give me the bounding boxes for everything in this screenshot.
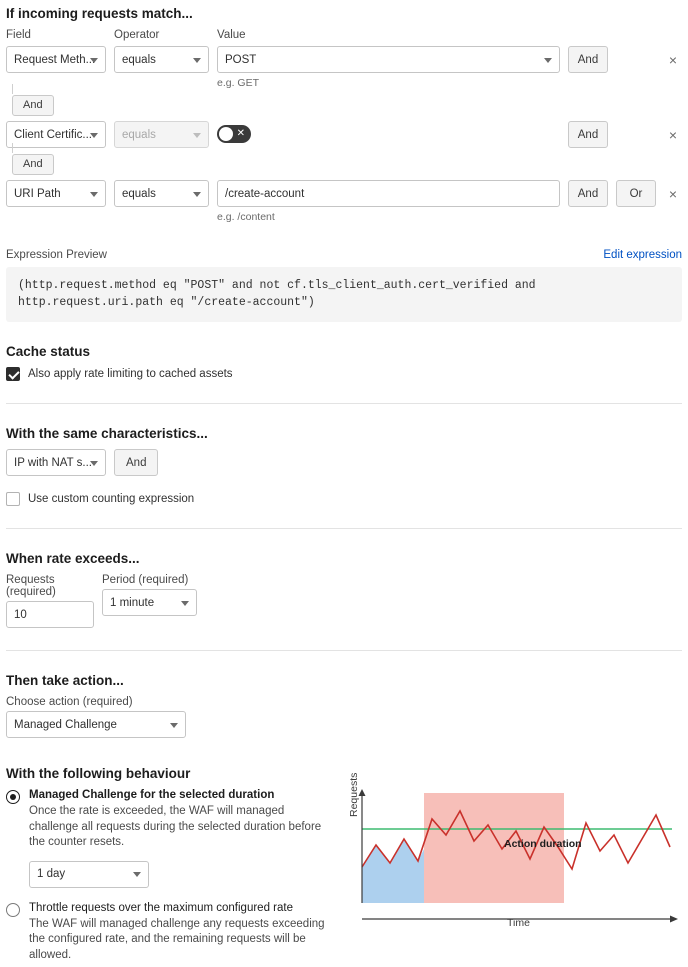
rate-limit-diagram [352, 789, 682, 934]
and-button-3[interactable]: And [568, 180, 608, 207]
divider-2 [6, 528, 682, 529]
x-axis-arrow [670, 916, 678, 923]
chevron-down-icon [90, 58, 98, 63]
characteristics-row [6, 449, 682, 476]
header-field: Field [6, 29, 31, 41]
behaviour-option-2[interactable] [6, 902, 336, 964]
operator-select-2-value: equals [122, 128, 156, 141]
remove-row-2-button[interactable]: × [664, 121, 682, 148]
chevron-down-icon [90, 133, 98, 138]
match-column-headers [6, 29, 682, 44]
action-select[interactable] [6, 711, 186, 738]
header-value: Value [217, 29, 246, 41]
behaviour-chart [348, 772, 682, 967]
behaviour-option-2-radio[interactable] [6, 903, 20, 917]
chevron-down-icon [544, 58, 552, 63]
duration-select[interactable] [29, 861, 149, 888]
behaviour-option-2-title: Throttle requests over the maximum configured rate [29, 901, 293, 914]
requests-area-before [362, 839, 424, 903]
chevron-down-icon [170, 723, 178, 728]
and-button-2[interactable]: And [568, 121, 608, 148]
cert-verified-toggle[interactable] [217, 125, 251, 143]
match-section-title: If incoming requests match... [6, 6, 193, 21]
rate-row [6, 574, 682, 628]
connector-line [12, 143, 13, 153]
chevron-down-icon [90, 461, 98, 466]
expression-preview-header [6, 249, 682, 261]
remove-row-3-button[interactable]: × [664, 180, 682, 207]
characteristics-and-button[interactable]: And [114, 449, 158, 476]
chevron-down-icon [90, 192, 98, 197]
value-input-3[interactable] [217, 180, 560, 207]
chevron-down-icon [193, 192, 201, 197]
connector-and-chip-2[interactable]: And [12, 154, 54, 175]
chart-y-axis-label: Requests [348, 772, 360, 818]
chevron-down-icon [193, 133, 201, 138]
value-select-1[interactable] [217, 46, 560, 73]
field-select-3[interactable] [6, 180, 106, 207]
and-button-1[interactable]: And [568, 46, 608, 73]
value-select-1-value: POST [225, 53, 257, 66]
value-hint-3: e.g. /content [217, 211, 275, 223]
behaviour-section-title: With the following behaviour [6, 766, 191, 782]
connector-and-chip-1[interactable]: And [12, 95, 54, 116]
match-row-1 [6, 46, 682, 89]
cache-status-title: Cache status [6, 344, 91, 360]
behaviour-option-1-radio[interactable] [6, 790, 20, 804]
edit-expression-link[interactable]: Edit expression [603, 249, 682, 261]
operator-select-1[interactable] [114, 46, 209, 73]
expression-preview-label: Expression Preview [6, 249, 107, 261]
remove-row-1-button[interactable]: × [664, 46, 682, 73]
header-operator: Operator [114, 29, 160, 41]
match-row-2 [6, 121, 682, 148]
field-select-1-value: Request Meth... [14, 53, 96, 66]
field-select-2-value: Client Certific... [14, 128, 92, 141]
duration-select-value: 1 day [37, 868, 66, 881]
value-hint-1: e.g. GET [217, 77, 260, 89]
chevron-down-icon [193, 58, 201, 63]
close-icon: ✕ [236, 128, 245, 139]
requests-input[interactable] [6, 601, 94, 628]
field-select-1[interactable] [6, 46, 106, 73]
chart-x-axis-label: Time [507, 917, 530, 930]
characteristic-select-value: IP with NAT s... [14, 456, 92, 469]
operator-select-1-value: equals [122, 53, 156, 66]
custom-counting-label: Use custom counting expression [28, 493, 195, 506]
action-select-value: Managed Challenge [14, 718, 117, 731]
cache-checkbox-row[interactable] [6, 367, 682, 381]
characteristics-title: With the same characteristics... [6, 426, 208, 442]
period-select[interactable] [102, 589, 197, 616]
action-duration-label: Action duration [504, 838, 582, 851]
connector-1 [6, 89, 682, 121]
behaviour-option-1[interactable] [6, 789, 336, 888]
behaviour-option-1-description: Once the rate is exceeded, the WAF will managed challenge all requests during the selected duration before the counter resets. [29, 805, 322, 849]
cache-checkbox[interactable] [6, 367, 20, 381]
chevron-down-icon [181, 601, 189, 606]
field-select-3-value: URI Path [14, 187, 61, 200]
operator-select-3[interactable] [114, 180, 209, 207]
period-label: Period (required) [102, 574, 189, 587]
choose-action-label: Choose action (required) [6, 696, 133, 709]
custom-counting-row[interactable] [6, 492, 682, 506]
connector-line [12, 84, 13, 94]
requests-label: Requests (required) [6, 574, 56, 599]
behaviour-option-2-description: The WAF will managed challenge any requests exceeding the configured rate, and the remaining requests will be allowed. [29, 917, 325, 961]
rate-section-title: When rate exceeds... [6, 551, 140, 567]
behaviour-option-1-title: Managed Challenge for the selected duration [29, 789, 275, 802]
or-button-3[interactable]: Or [616, 180, 656, 207]
operator-select-3-value: equals [122, 187, 156, 200]
operator-select-2 [114, 121, 209, 148]
custom-counting-checkbox[interactable] [6, 492, 20, 506]
expression-preview-text: (http.request.method eq "POST" and not cf.tls_client_auth.cert_verified and http.request.uri.path eq "/create-account") [6, 267, 682, 322]
cache-checkbox-label: Also apply rate limiting to cached assets [28, 368, 233, 381]
field-select-2[interactable] [6, 121, 106, 148]
divider-3 [6, 650, 682, 651]
action-section-title: Then take action... [6, 673, 124, 689]
characteristic-select[interactable] [6, 449, 106, 476]
divider-1 [6, 403, 682, 404]
chevron-down-icon [133, 872, 141, 877]
period-select-value: 1 minute [110, 596, 155, 609]
toggle-knob [219, 127, 233, 141]
connector-2 [6, 148, 682, 180]
match-row-3 [6, 180, 682, 223]
